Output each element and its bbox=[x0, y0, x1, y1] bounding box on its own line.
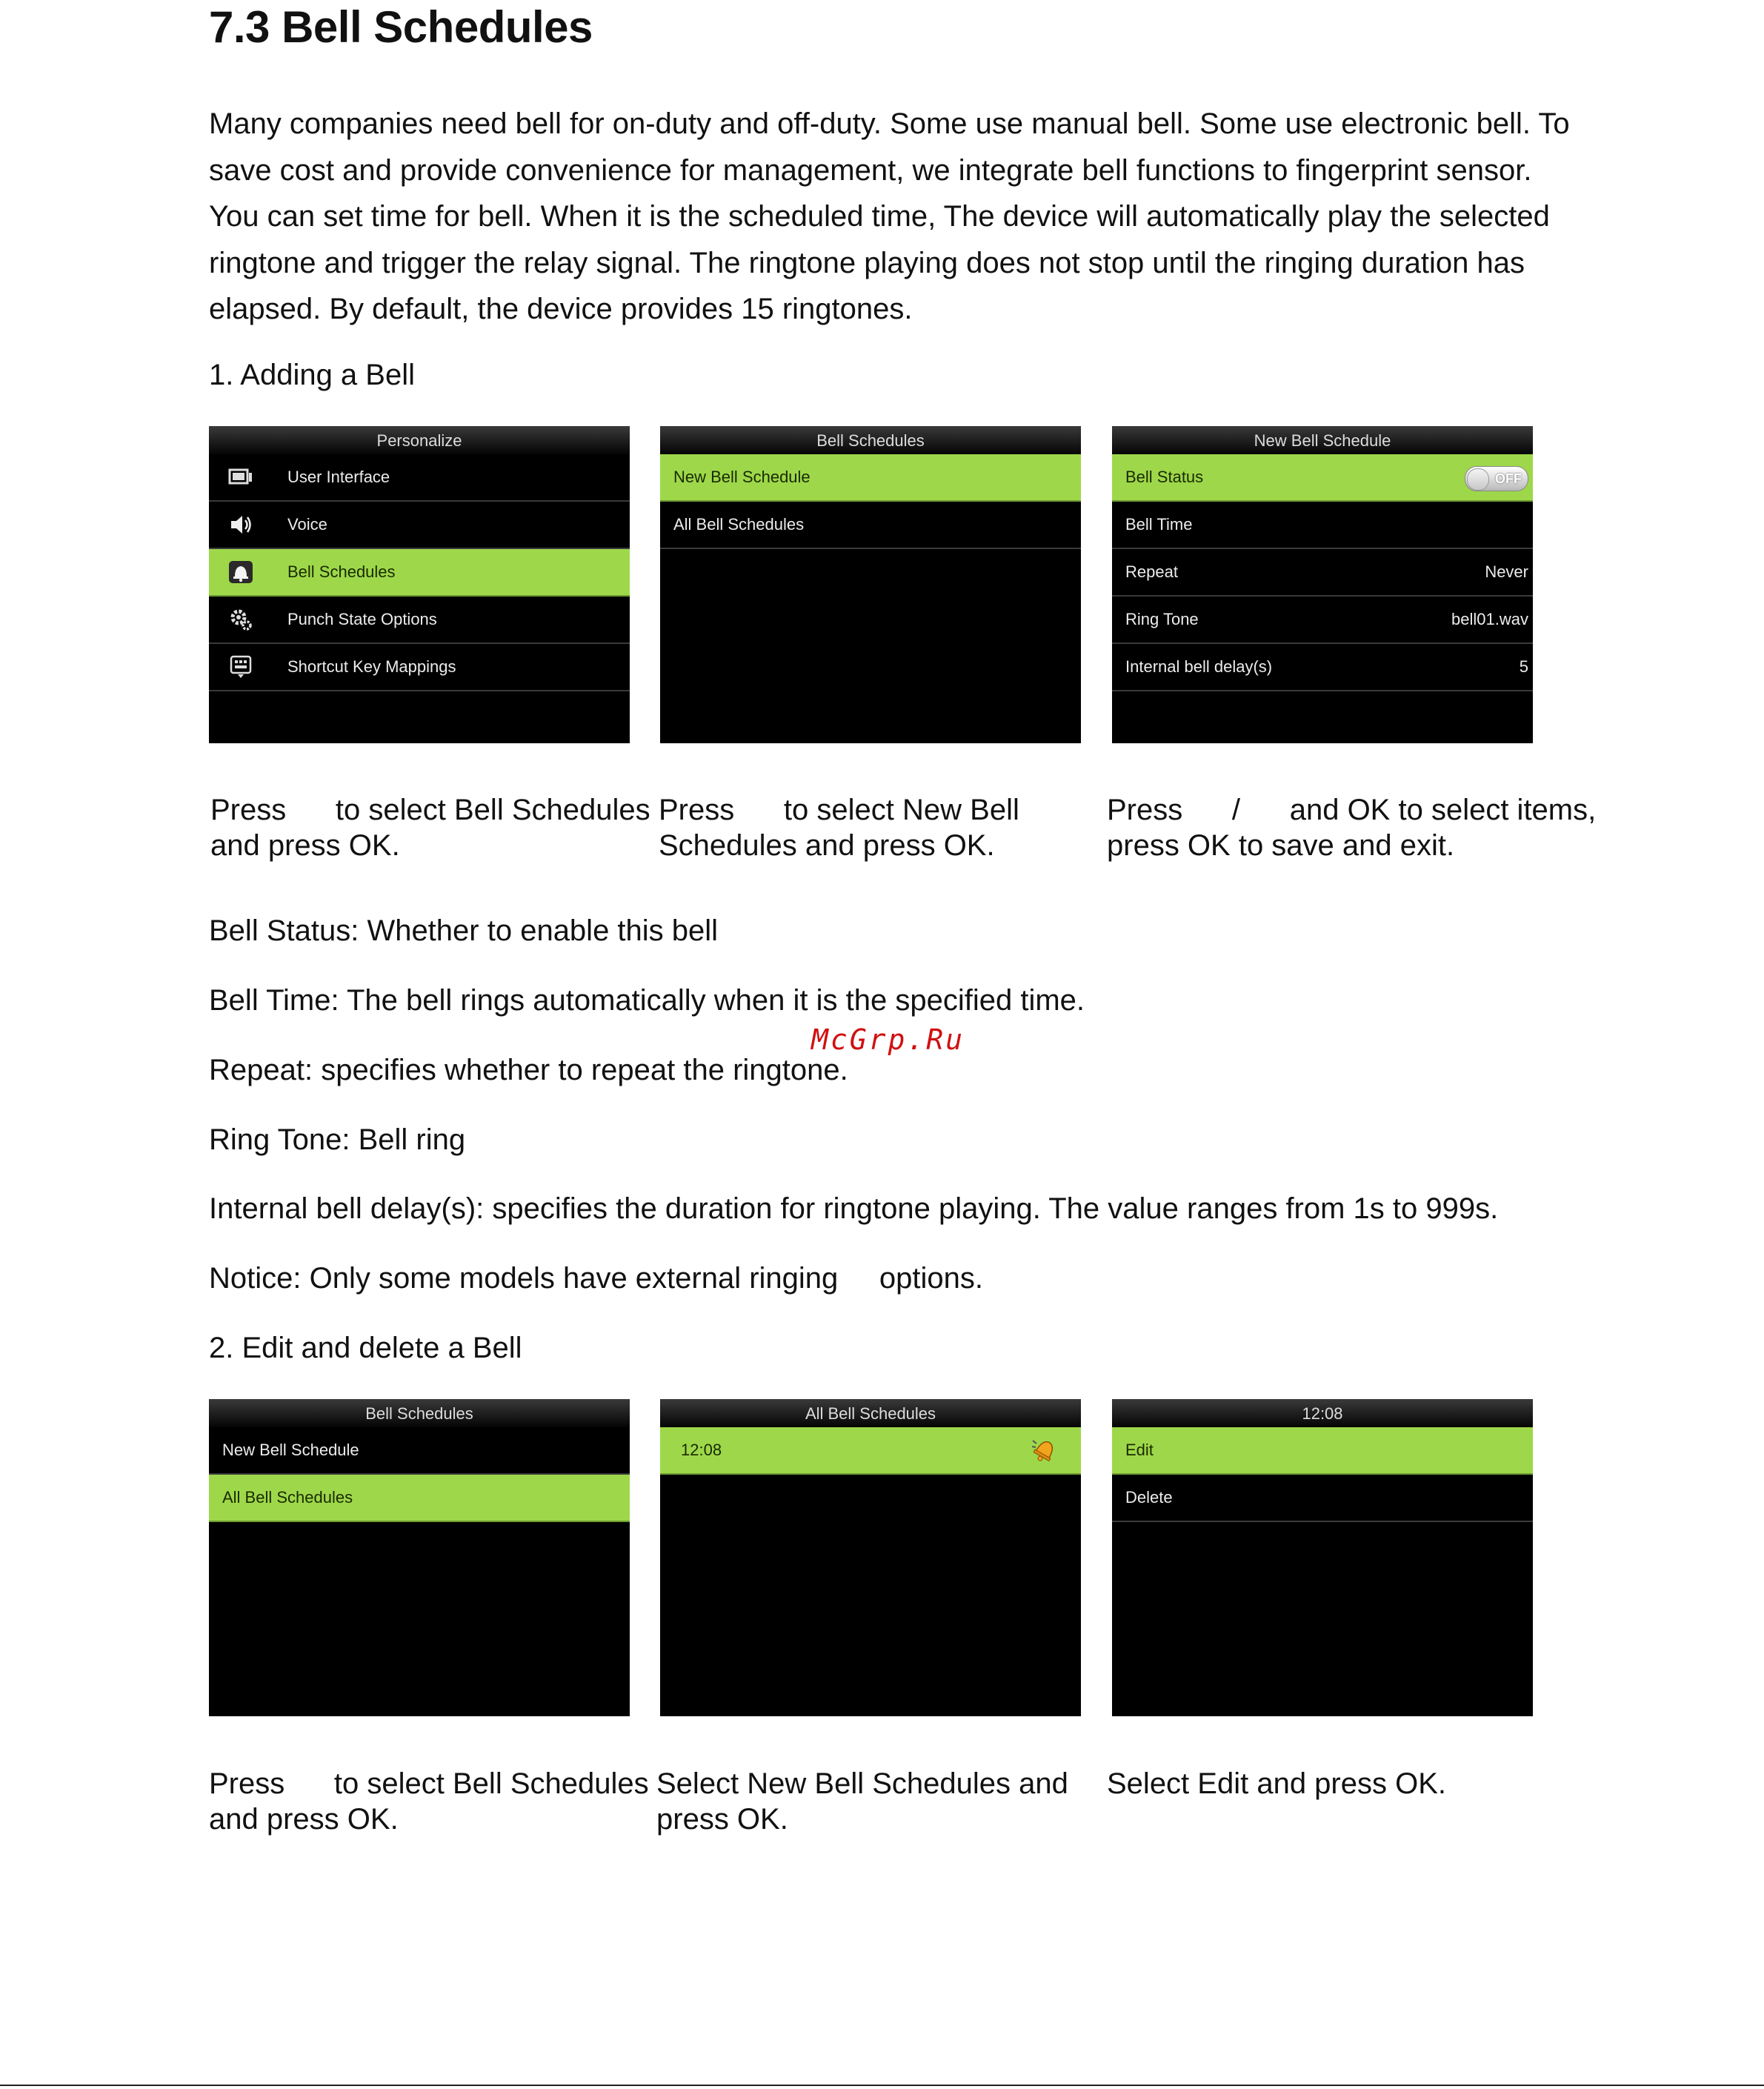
caption-edit-step-2 bbox=[656, 1766, 1068, 1837]
screen-title: All Bell Schedules bbox=[660, 1399, 1081, 1427]
screen-title: New Bell Schedule bbox=[1112, 426, 1533, 454]
menu-item-label: Bell Schedules bbox=[287, 562, 396, 581]
menu-item-label: Edit bbox=[1125, 1441, 1154, 1459]
monitor-icon bbox=[228, 465, 253, 489]
bell-icon bbox=[228, 560, 253, 584]
screen-title: Bell Schedules bbox=[660, 426, 1081, 454]
caption-line: and press OK. bbox=[209, 1803, 399, 1836]
intro-line: save cost and provide convenience for management, we integrate bell functions to fingerprint sensor. bbox=[209, 153, 1532, 187]
page-title: 7.3 Bell Schedules bbox=[209, 2, 593, 52]
caption-line: Press / and OK to select items, bbox=[1107, 794, 1597, 826]
desc-bell-time: Bell Time: The bell rings automatically when it is the specified time. bbox=[209, 984, 1085, 1017]
caption-line: press OK. bbox=[656, 1803, 788, 1836]
caption-line: Press to select Bell Schedules bbox=[210, 794, 650, 826]
intro-line: ringtone and trigger the relay signal. The ringtone playing does not stop until the ringing duration has bbox=[209, 246, 1525, 279]
menu-item-label: All Bell Schedules bbox=[673, 515, 805, 534]
menu-item-label: Shortcut Key Mappings bbox=[287, 657, 456, 676]
desc-bell-status: Bell Status: Whether to enable this bell bbox=[209, 914, 719, 947]
screen-bell-edit-menu bbox=[1112, 1399, 1533, 1716]
caption-line: Schedules and press OK. bbox=[659, 829, 995, 862]
menu-item-label: All Bell Schedules bbox=[222, 1488, 353, 1507]
menu-item-label: User Interface bbox=[287, 468, 390, 486]
menu-item-edit[interactable] bbox=[1112, 1427, 1533, 1475]
section-title-adding: 1. Adding a Bell bbox=[209, 359, 415, 391]
setting-label: Repeat bbox=[1125, 562, 1178, 581]
menu-item-new-bell-schedule[interactable] bbox=[209, 1427, 630, 1475]
speaker-icon bbox=[228, 513, 253, 537]
caption-edit-step-1 bbox=[209, 1766, 649, 1837]
menu-item-shortcut-key-mappings[interactable] bbox=[209, 644, 630, 691]
toggle-state: OFF bbox=[1495, 471, 1522, 486]
menu-item-delete[interactable] bbox=[1112, 1475, 1533, 1522]
setting-label: Ring Tone bbox=[1125, 610, 1199, 628]
page-bottom-rule bbox=[0, 2085, 1764, 2086]
setting-internal-bell-delay[interactable] bbox=[1112, 644, 1533, 691]
setting-bell-time[interactable] bbox=[1112, 502, 1533, 549]
caption-step-3 bbox=[1107, 792, 1596, 863]
caption-step-1 bbox=[210, 792, 650, 863]
desc-repeat: Repeat: specifies whether to repeat the ringtone. bbox=[209, 1054, 848, 1086]
menu-item-user-interface[interactable] bbox=[209, 454, 630, 502]
setting-ring-tone[interactable] bbox=[1112, 597, 1533, 644]
caption-step-2 bbox=[659, 792, 1019, 863]
keypad-icon bbox=[228, 655, 253, 679]
caption-edit-step-3 bbox=[1107, 1766, 1446, 1801]
intro-line: Many companies need bell for on-duty and off-duty. Some use manual bell. Some use electronic bell. To bbox=[209, 107, 1570, 140]
menu-item-punch-state-options[interactable] bbox=[209, 597, 630, 644]
menu-item-label: Punch State Options bbox=[287, 610, 437, 628]
bell-status-toggle[interactable] bbox=[1465, 466, 1528, 491]
menu-item-bell-schedules[interactable] bbox=[209, 549, 630, 597]
menu-item-label: New Bell Schedule bbox=[673, 468, 811, 486]
caption-line: Select Edit and press OK. bbox=[1107, 1767, 1447, 1800]
screen-title: 12:08 bbox=[1112, 1399, 1533, 1427]
gear-icon bbox=[228, 608, 253, 631]
section-title-edit-delete: 2. Edit and delete a Bell bbox=[209, 1332, 522, 1364]
caption-line: Select New Bell Schedules and bbox=[656, 1767, 1068, 1800]
setting-value: bell01.wav bbox=[1451, 610, 1528, 628]
menu-item-new-bell-schedule[interactable] bbox=[660, 454, 1081, 502]
menu-item-all-bell-schedules[interactable] bbox=[209, 1475, 630, 1522]
screen-personalize bbox=[209, 426, 630, 743]
desc-internal-bell-delay: Internal bell delay(s): specifies the duration for ringtone playing. The value ranges from 1s to 999s. bbox=[209, 1192, 1499, 1225]
caption-line: press OK to save and exit. bbox=[1107, 829, 1455, 862]
screen-bell-schedules-2 bbox=[209, 1399, 630, 1716]
intro-paragraph bbox=[209, 101, 1572, 333]
bell-entry[interactable] bbox=[660, 1427, 1081, 1475]
caption-line: Press to select New Bell bbox=[659, 794, 1019, 826]
setting-bell-status[interactable] bbox=[1112, 454, 1533, 502]
notice-text: Notice: Only some models have external ringing options. bbox=[209, 1262, 983, 1295]
setting-value: Never bbox=[1485, 562, 1528, 581]
menu-item-label: Delete bbox=[1125, 1488, 1173, 1507]
screen-bell-schedules bbox=[660, 426, 1081, 743]
setting-label: Internal bell delay(s) bbox=[1125, 657, 1273, 676]
caption-line: and press OK. bbox=[210, 829, 400, 862]
ringing-bell-icon bbox=[1031, 1435, 1060, 1464]
screen-all-bell-schedules bbox=[660, 1399, 1081, 1716]
menu-item-voice[interactable] bbox=[209, 502, 630, 549]
setting-label: Bell Time bbox=[1125, 515, 1193, 534]
watermark: McGrp.Ru bbox=[811, 1023, 965, 1056]
caption-line: Press to select Bell Schedules bbox=[209, 1767, 649, 1800]
desc-ring-tone: Ring Tone: Bell ring bbox=[209, 1123, 466, 1156]
menu-item-label: New Bell Schedule bbox=[222, 1441, 359, 1459]
screen-new-bell-schedule bbox=[1112, 426, 1533, 743]
bell-entry-time: 12:08 bbox=[681, 1441, 722, 1459]
screen-title: Bell Schedules bbox=[209, 1399, 630, 1427]
menu-item-all-bell-schedules[interactable] bbox=[660, 502, 1081, 549]
setting-value: 5 bbox=[1519, 657, 1528, 676]
intro-line: elapsed. By default, the device provides 15 ringtones. bbox=[209, 293, 913, 325]
setting-label: Bell Status bbox=[1125, 468, 1204, 486]
intro-line: You can set time for bell. When it is the scheduled time, The device will automatically play the selected bbox=[209, 200, 1550, 233]
toggle-knob bbox=[1467, 468, 1489, 491]
setting-repeat[interactable] bbox=[1112, 549, 1533, 597]
menu-item-label: Voice bbox=[287, 515, 327, 534]
screen-title: Personalize bbox=[209, 426, 630, 454]
